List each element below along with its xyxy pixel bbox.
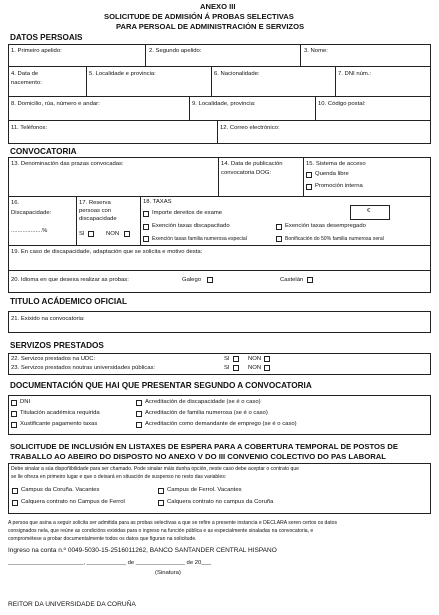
- field-adaptation[interactable]: 19. En caso de discapacidade, adaptación que se solicita e motivo desta:: [11, 249, 203, 255]
- field-access-system: 15. Sistema de acceso: [306, 161, 366, 167]
- label-castelan: Castelán: [280, 277, 304, 283]
- field-phones[interactable]: 11. Teléfonos:: [11, 125, 48, 131]
- field-fees: 18. TAXAS: [143, 199, 172, 205]
- label-quenda-libre: Quenda libre: [315, 171, 349, 177]
- checkbox-importe[interactable]: [143, 211, 149, 217]
- checkbox-udc-non[interactable]: [264, 356, 270, 362]
- field-disability[interactable]: Discapacidade:: [11, 210, 52, 216]
- field-address-locality[interactable]: 9. Localidade, provincia:: [192, 101, 256, 107]
- field-first-surname[interactable]: 1. Primeiro apelido:: [11, 48, 62, 54]
- field-postal-code[interactable]: 10. Código postal:: [318, 101, 366, 107]
- form-title-line2: PARA PERSOAL DE ADMINISTRACIÓN E SERVIZOS: [116, 22, 305, 31]
- field-second-surname[interactable]: 2. Segundo apelido:: [149, 48, 202, 54]
- field-address[interactable]: 8. Domicilio, rúa, número e andar:: [11, 101, 100, 107]
- checkbox-exencion-familia[interactable]: [143, 236, 149, 242]
- addressee-reitor: REITOR DA UNIVERSIDADE DA CORUÑA: [8, 601, 136, 608]
- field-locality-province[interactable]: 5. Localidade e provincia:: [89, 71, 156, 77]
- section-title-listaxes-line1: SOLICITUDE DE INCLUSIÓN EN LISTAXES DE ESPERA PARA A COBERTURA TEMPORAL DE POSTOS DE: [10, 442, 398, 451]
- field-udc-services: 22. Servizos prestados na UDC:: [11, 356, 96, 362]
- label-acred-discapacidade: Acreditación de discapacidade (se é o caso): [145, 399, 261, 405]
- field-birth-date-label2: nacemento:: [11, 80, 42, 86]
- checkbox-promocion-interna[interactable]: [306, 184, 312, 190]
- field-dni[interactable]: 7. DNI núm.:: [338, 71, 372, 77]
- field-nationality[interactable]: 6. Nacionalidade:: [214, 71, 260, 77]
- checkbox-quenda-libre[interactable]: [306, 172, 312, 178]
- checkbox-exencion-desempregado[interactable]: [276, 224, 282, 230]
- label-ferrol-vacantes: Campus de Ferrol. Vacantes: [167, 487, 242, 493]
- field-publication-date1[interactable]: 14. Data de publicación: [221, 161, 283, 167]
- label-other-si: SI: [224, 365, 230, 371]
- label-bonificacion: Bonificación do 50% familia numerosa xeral: [285, 236, 384, 242]
- label-exencion-discapacitado: Exención taxas discapacitado: [152, 223, 230, 229]
- checkbox-reserve-si[interactable]: [88, 231, 94, 237]
- field-birth-date-label1[interactable]: 4. Data de: [11, 71, 39, 77]
- declaration-line3: comprométese a probar documentalmente todos os datos que figuran na solicitude.: [8, 536, 197, 542]
- label-udc-non: NON: [248, 356, 262, 362]
- checkbox-ferrol-vacantes[interactable]: [158, 488, 164, 494]
- checkbox-other-non[interactable]: [264, 365, 270, 371]
- label-coruna-vacantes: Campus da Coruña. Vacantes: [21, 487, 100, 493]
- date-line[interactable]: _______________________, ____________ de _______________ de 20___: [8, 560, 212, 566]
- checkbox-castelan[interactable]: [307, 277, 313, 283]
- field-publication-date2: convocatoria DOG:: [221, 170, 272, 176]
- listaxes-instructions-1: Debe sinalar a súa dispoñibilidade para ser chamado. Pode sinalar máis dunha opción, neste caso debe aceptar o contrato que: [11, 466, 299, 472]
- checkbox-other-si[interactable]: [233, 365, 239, 371]
- checkbox-dni[interactable]: [11, 400, 17, 406]
- checkbox-calquera-coruna[interactable]: [158, 500, 164, 506]
- label-exencion-desempregado: Exención taxas desempregado: [285, 223, 366, 229]
- field-required-degree[interactable]: 21. Exixido na convocatoria:: [11, 316, 85, 322]
- label-udc-si: SI: [224, 356, 230, 362]
- label-exencion-familia: Exención taxas familia numerosa especial: [152, 236, 247, 242]
- label-galego: Galego: [182, 277, 201, 283]
- annex-label: ANEXO III: [200, 2, 236, 11]
- field-reserve-line1: 17. Reserva: [79, 200, 111, 206]
- field-language: 20. Idioma en que desexa realizar as probas:: [11, 277, 129, 283]
- field-email[interactable]: 12. Correo electrónico:: [220, 125, 280, 131]
- label-promocion-interna: Promoción interna: [315, 183, 363, 189]
- signature-label: (Sinatura): [155, 570, 181, 576]
- checkbox-acred-familia[interactable]: [136, 411, 142, 417]
- section-title-convocatoria: CONVOCATORIA: [10, 147, 77, 156]
- label-xustificante: Xustificante pagamento taxas: [20, 421, 98, 427]
- checkbox-acred-discapacidade[interactable]: [136, 400, 142, 406]
- checkbox-coruna-vacantes[interactable]: [12, 488, 18, 494]
- section-title-titulo: TITULO ACÁDEMICO OFICIAL: [10, 297, 128, 306]
- field-reserve-line3: discapacidade: [79, 216, 117, 222]
- label-reserve-si: SI: [79, 231, 85, 237]
- label-calquera-coruna: Calquera contrato no campus da Coruña: [167, 499, 274, 505]
- section-title-listaxes-line2: TRABALLO AO ABEIRO DO DISPOSTO NO ANEXO V DO III CONVENIO COLECTIVO DO PAS LABORAL: [10, 452, 386, 461]
- label-importe: Importe dereitos de exame: [152, 210, 223, 216]
- field-vacancy-name[interactable]: 13. Denominación das prazas convocadas:: [11, 161, 124, 167]
- label-acred-emprego: Acreditación como demandante de emprego (se é o caso): [145, 421, 297, 427]
- field-disability-percent[interactable]: ...................%: [11, 228, 48, 234]
- label-other-non: NON: [248, 365, 262, 371]
- label-titulacion: Titulación académica requirida: [20, 410, 100, 416]
- euro-sign: €: [367, 208, 371, 214]
- field-other-universities: 23. Servizos prestados noutras universidades públicas:: [11, 365, 156, 371]
- label-calquera-ferrol: Calquera contrato no Campus de Ferrol: [21, 499, 125, 505]
- label-reserve-non: NON: [106, 231, 120, 237]
- bank-account-line: Ingreso na conta n.º 0049-5030-15-2516011262, BANCO SANTANDER CENTRAL HISPANO: [8, 547, 277, 554]
- section-title-personal: DATOS PERSOAIS: [10, 33, 83, 42]
- field-name[interactable]: 3. Nome:: [304, 48, 328, 54]
- checkbox-calquera-ferrol[interactable]: [12, 500, 18, 506]
- checkbox-xustificante[interactable]: [11, 422, 17, 428]
- checkbox-udc-si[interactable]: [233, 356, 239, 362]
- checkbox-bonificacion[interactable]: [276, 236, 282, 242]
- declaration-line2: consignados nela, que reúne as condicións exixidas para o ingreso na función pública e as especialmente sinaladas na convocatoria, e: [8, 528, 314, 534]
- checkbox-exencion-discapacitado[interactable]: [143, 224, 149, 230]
- field-reserve-line2: persoas con: [79, 208, 112, 214]
- checkbox-galego[interactable]: [207, 277, 213, 283]
- listaxes-instructions-2: se lle ofreza en primeiro lugar e que o deixará en situación de suspenso no resto das variables:: [11, 474, 227, 480]
- section-title-servizos: SERVIZOS PRESTADOS: [10, 341, 104, 350]
- field-disability-num: 16.: [11, 200, 20, 206]
- label-dni: DNI: [20, 399, 31, 405]
- checkbox-acred-emprego[interactable]: [136, 422, 142, 428]
- form-title-line1: SOLICITUDE DE ADMISIÓN Á PROBAS SELECTIVAS: [104, 12, 294, 21]
- checkbox-titulacion[interactable]: [11, 411, 17, 417]
- declaration-line1: A persoa que asina a seguir solicita ser admitida para as probas selectivas a que se refire a presente instancia e DECLARA seren certos os datos: [8, 520, 338, 526]
- checkbox-reserve-non[interactable]: [124, 231, 130, 237]
- section-title-documentacion: DOCUMENTACIÓN QUE HAI QUE PRESENTAR SEGUNDO A CONVOCATORIA: [10, 381, 312, 390]
- label-acred-familia: Acreditación de familia numerosa (se é o caso): [145, 410, 268, 416]
